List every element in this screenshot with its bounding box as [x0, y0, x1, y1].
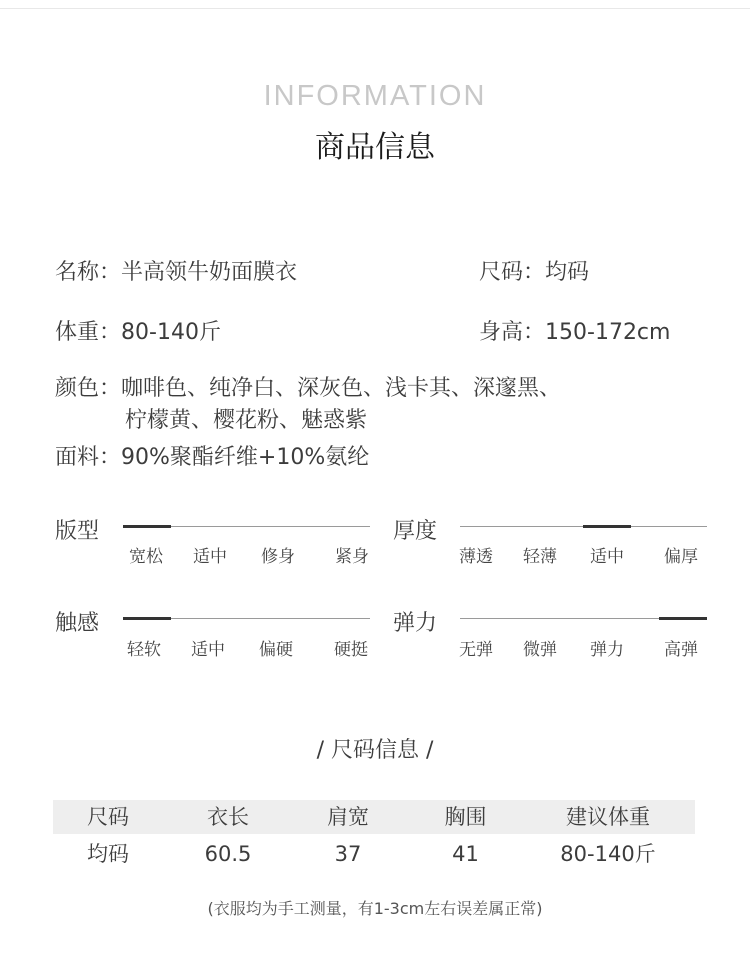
product-name [55, 255, 297, 286]
scale-touch-indicator [123, 617, 171, 620]
scale-fit-option: 适中 [193, 547, 227, 567]
size-table-header [53, 800, 695, 834]
scale-elasticity-option: 微弹 [523, 640, 557, 660]
scale-thickness-indicator [583, 525, 631, 528]
scale-fit [55, 514, 375, 574]
weight-value: 80-140斤 [121, 320, 221, 345]
color-value-line2: 柠檬黄、樱花粉、魅惑紫 [125, 408, 368, 433]
size-table [53, 800, 695, 874]
size-table-cell: 60.5 [204, 842, 252, 866]
size-table-header-cell: 胸围 [444, 805, 487, 829]
scale-touch-option: 硬挺 [334, 640, 368, 660]
size-section-title: / 尺码信息 / [316, 738, 434, 763]
product-weight [55, 315, 221, 346]
table-row [53, 834, 695, 874]
scale-touch-option: 适中 [191, 640, 225, 660]
scale-thickness-option: 适中 [590, 547, 624, 567]
scale-elasticity [393, 606, 713, 666]
size-table-header-cell: 尺码 [87, 805, 129, 829]
height-value: 150-172cm [545, 320, 671, 345]
scale-touch [55, 606, 375, 666]
scale-fit-option: 紧身 [335, 547, 369, 567]
scale-thickness-option: 偏厚 [664, 547, 698, 567]
scale-touch-name: 触感 [55, 611, 100, 636]
scale-fit-option: 修身 [261, 547, 295, 567]
scale-elasticity-option: 高弹 [664, 640, 698, 660]
scale-elasticity-option: 无弹 [459, 640, 493, 660]
size-label: 尺码： [479, 260, 546, 285]
height-label: 身高： [479, 320, 546, 345]
size-table-cell: 均码 [87, 842, 129, 866]
fabric-value: 90%聚酯纤维+10%氨纶 [121, 445, 370, 470]
product-fabric [55, 440, 369, 471]
scale-touch-option: 轻软 [127, 640, 161, 660]
scale-elasticity-name: 弹力 [393, 611, 438, 636]
size-table-header-cell: 建议体重 [566, 805, 650, 829]
scale-elasticity-option: 弹力 [590, 640, 624, 660]
scale-thickness-option: 薄透 [459, 547, 493, 567]
color-label: 颜色： [55, 376, 122, 401]
scale-fit-indicator [123, 525, 171, 528]
measurement-note: (衣服均为手工测量，有1-3cm左右误差属正常) [207, 899, 543, 918]
scale-elasticity-indicator [659, 617, 707, 620]
section-title-cn: 商品信息 [315, 130, 435, 165]
section-title-en: INFORMATION [263, 80, 487, 112]
name-value: 半高领牛奶面膜衣 [121, 260, 298, 285]
scale-thickness-option: 轻薄 [523, 547, 557, 567]
scale-fit-option: 宽松 [129, 547, 163, 567]
size-value: 均码 [545, 260, 590, 285]
size-table-header-cell: 肩宽 [327, 805, 369, 829]
top-divider [0, 8, 750, 9]
product-height [479, 315, 670, 346]
color-value-line1: 咖啡色、纯净白、深灰色、浅卡其、深邃黑、 [121, 376, 562, 401]
scale-thickness-name: 厚度 [393, 519, 438, 544]
product-size [479, 255, 589, 286]
weight-label: 体重： [55, 320, 122, 345]
size-table-cell: 37 [334, 842, 362, 866]
scale-thickness [393, 514, 713, 574]
product-color [55, 371, 561, 402]
scale-fit-name: 版型 [55, 519, 100, 544]
size-table-cell: 80-140斤 [560, 842, 656, 866]
size-table-header-cell: 衣长 [207, 805, 249, 829]
size-table-cell: 41 [452, 842, 479, 866]
name-label: 名称： [55, 260, 122, 285]
fabric-label: 面料： [55, 445, 122, 470]
scale-touch-option: 偏硬 [259, 640, 293, 660]
